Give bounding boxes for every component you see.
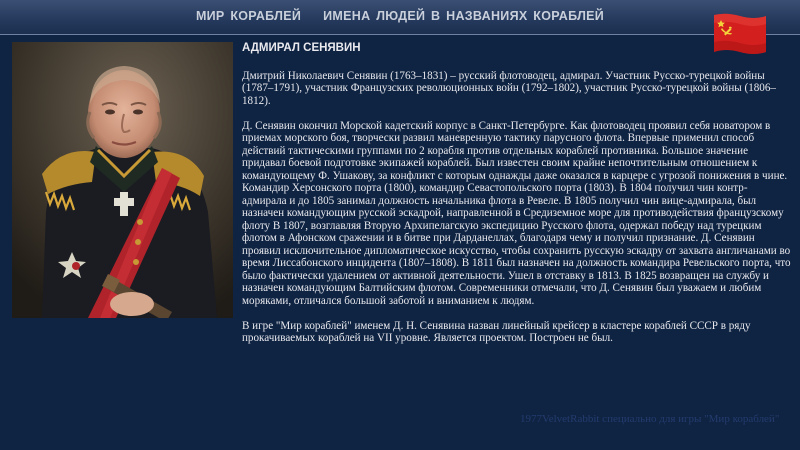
- article-paragraph-2: Д. Сенявин окончил Морской кадетский корпус в Санкт-Петербурге. Как флотоводец проявил себя новатором в приемах морского боя, творчески развил маневренную тактику парусного флота. Впервые применил способ действий тактическими группами по 2 корабля против отдельных кораблей противника. Большое значение придавал боевой подготовке экипажей кораблей. Был известен своим крайне непочтительным отношением к командующему Ф. Ушакову, за конфликт с которым однажды даже оказался в карцере с угрозой понижения в чине. Командир Херсонского порта (1800), командир Севастопольского порта (1803). В 1804 получил чин контр-адмирала и до 1805 занимал должность начальника флота в Ревеле. В 1805 получил чин вице-адмирала, был назначен командующим русской эскадрой, направленной в Средиземное море для противодействия французскому флоту В 1807, возглавляя Вторую Архипелагскую экспедицию Русского флота, одержал победу над турецким флотом в Афонском сражении и в битве при Дарданеллах, благодаря чему и получил признание. Д. Сенявин проявил исключительное дипломатическое искусство, чтобы сохранить русскую эскадру от захвата англичанами во время Лиссабонского инцидента (1807–1808). В 1811 был назначен на должность командира Ревельского порта, что было фактически удалением от активной деятельности. Ушел в отставку в 1813. В 1825 возвращен на службу и назначен командующим Балтийским флотом. Современники отмечали, что Д. Сенявин был уважаем и любим моряками, отличался большой заботой и вниманием к людям.: [242, 119, 791, 307]
- header-section: МИР КОРАБЛЕЙ: [195, 9, 302, 23]
- header-title-text: ИМЕНА ЛЮДЕЙ В НАЗВАНИЯХ КОРАБЛЕЙ: [323, 9, 605, 23]
- article-heading: АДМИРАЛ СЕНЯВИН: [242, 42, 361, 54]
- footer-credit: 1977VelvetRabbit специально для игры "Мир кораблей": [520, 413, 780, 425]
- page-title: [0, 9, 800, 23]
- article: [242, 40, 792, 357]
- header-bar: [0, 0, 800, 35]
- article-paragraph-1: Дмитрий Николаевич Сенявин (1763–1831) – русский флотоводец, адмирал. Участник Русско-турецкой войны (1787–1791), участник Французских революционных войн (1792–1802), участник Русско-турецкой войны (1806–1812).: [242, 69, 776, 107]
- admiral-portrait: [12, 42, 233, 318]
- article-paragraph-3: В игре "Мир кораблей" именем Д. Н. Сенявина назван линейный крейсер в кластере кораблей СССР в ряду прокачиваемых кораблей на VII уровне. Является проектом. Построен не был.: [242, 319, 751, 344]
